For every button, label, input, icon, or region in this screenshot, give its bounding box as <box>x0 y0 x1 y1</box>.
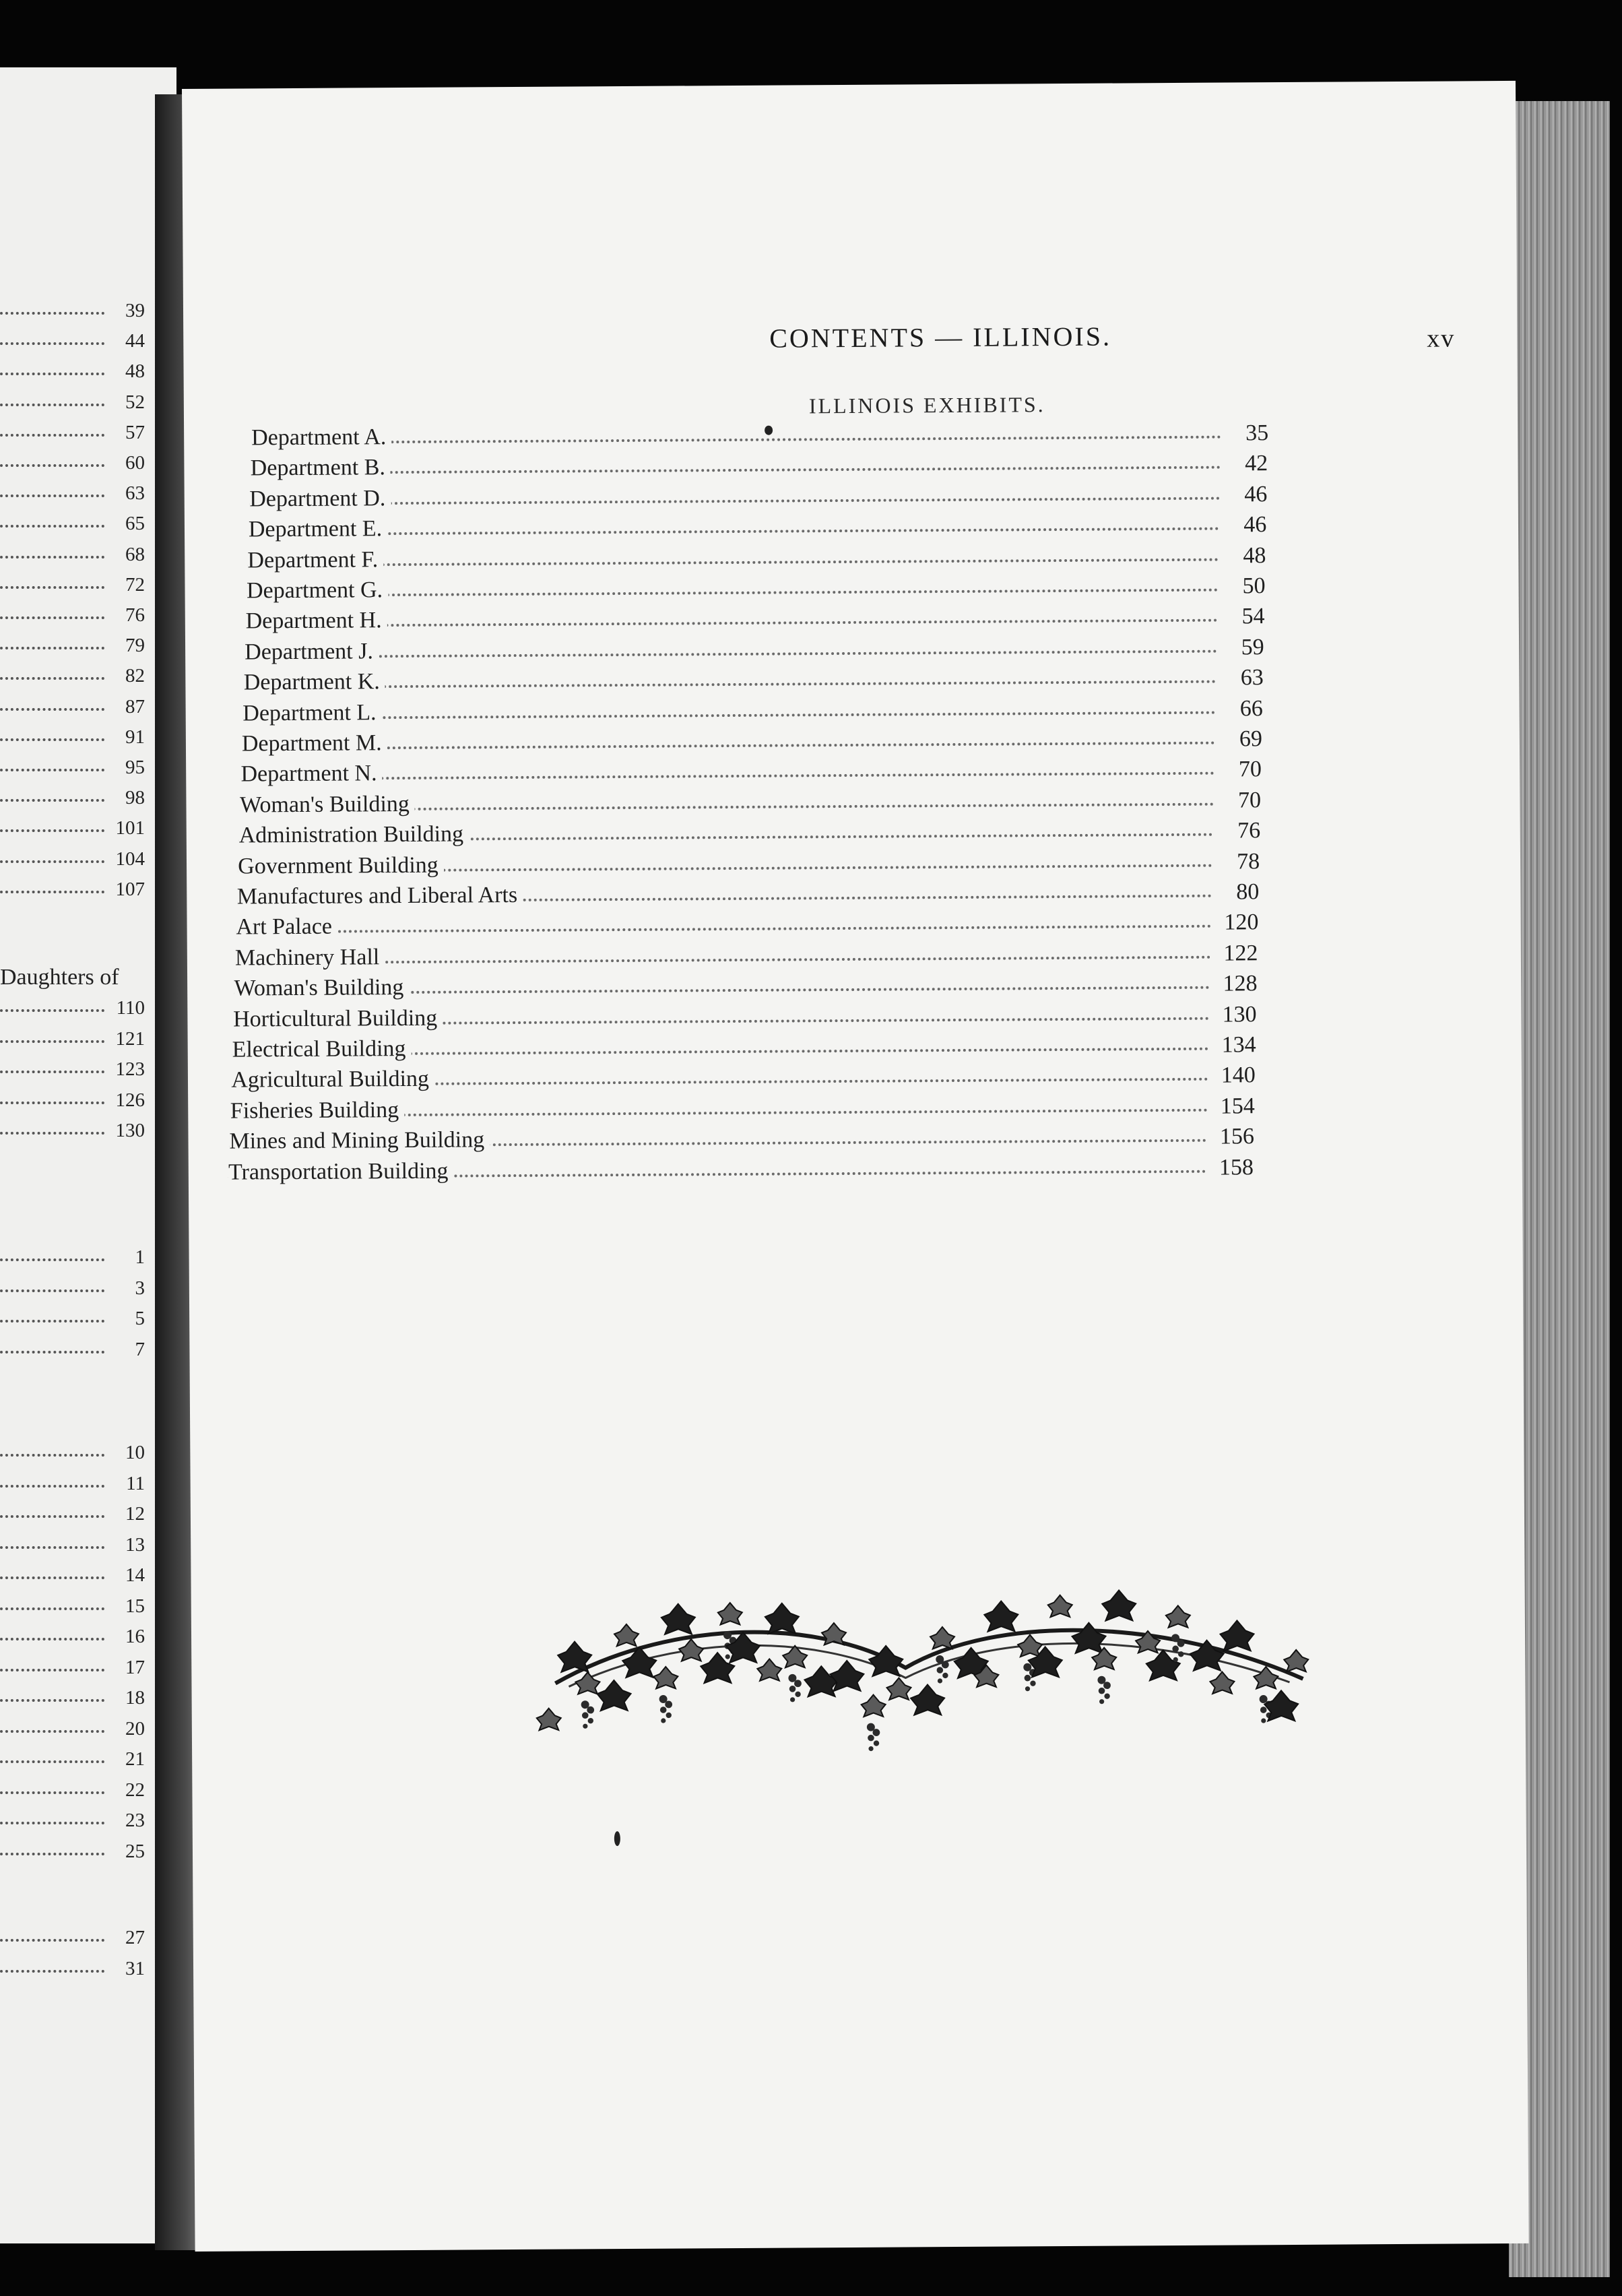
left-page-number: 87 <box>125 695 145 718</box>
grape-bunch <box>795 1692 800 1697</box>
left-page-number: 65 <box>125 513 145 535</box>
left-page-entry <box>0 1308 145 1336</box>
leader-dots <box>0 1485 104 1488</box>
page-header <box>183 318 1517 366</box>
left-page-number: 107 <box>115 878 145 900</box>
left-page-number: 23 <box>125 1810 145 1831</box>
leader-dots <box>0 1853 104 1855</box>
leader-dots <box>245 649 1216 658</box>
leader-dots <box>242 711 1215 720</box>
grape-leaf <box>1264 1690 1298 1721</box>
left-page-entry <box>0 1718 145 1746</box>
grape-bunch <box>666 1713 672 1718</box>
grape-leaf <box>537 1709 561 1731</box>
toc-entry-label: Department E. <box>249 516 387 542</box>
leader-dots <box>0 525 104 528</box>
toc-entry-label: Transportation Building <box>228 1158 454 1185</box>
leader-dots <box>0 1132 104 1135</box>
toc-entry <box>233 1000 1257 1036</box>
left-page-number: 76 <box>125 604 145 626</box>
grape-bunch <box>790 1697 795 1702</box>
grape-leaf <box>886 1678 911 1700</box>
toc-entry-label: Mines and Mining Building <box>229 1127 490 1154</box>
grape-bunch <box>872 1729 880 1736</box>
left-page-number: 5 <box>135 1308 145 1329</box>
toc-entry-label: Fisheries Building <box>230 1097 405 1124</box>
toc-entry-label: Department M. <box>242 730 387 757</box>
toc-entry <box>244 664 1264 699</box>
leader-dots <box>251 466 1221 475</box>
toc-entry-label: Department D. <box>249 486 391 512</box>
leader-dots <box>0 1760 104 1763</box>
toc-entry-page: 156 <box>1219 1124 1255 1149</box>
left-page-number: 104 <box>115 848 145 870</box>
grape-bunch <box>1103 1682 1111 1689</box>
grape-leaf <box>726 1632 760 1663</box>
left-page-entry <box>0 391 145 420</box>
leader-dots <box>0 1040 104 1043</box>
left-page-fragment <box>0 67 176 2243</box>
page-number: xv <box>1427 324 1456 353</box>
toc-entry <box>237 878 1260 914</box>
leader-dots <box>0 1289 104 1292</box>
leader-dots <box>0 464 104 467</box>
grape-leaf <box>1072 1623 1105 1653</box>
grape-bunch <box>1172 1646 1179 1653</box>
leader-dots <box>0 404 104 406</box>
left-page-entry <box>0 1120 145 1148</box>
grape-leaf <box>869 1646 903 1676</box>
ink-speck <box>765 426 773 435</box>
toc-entry <box>234 969 1257 1005</box>
left-page-entry <box>0 1779 145 1808</box>
left-page-number: 48 <box>125 360 145 383</box>
grape-bunch <box>660 1707 667 1713</box>
leader-dots <box>0 616 104 619</box>
leader-dots <box>0 769 104 771</box>
grape-leaf <box>911 1684 944 1715</box>
left-page-number: 110 <box>116 997 145 1019</box>
left-page-number: 79 <box>125 635 145 657</box>
toc-entry-page: 120 <box>1224 910 1259 935</box>
left-page-entry <box>0 1595 145 1624</box>
toc-entry <box>246 603 1265 639</box>
left-page-number: 3 <box>135 1277 145 1299</box>
left-page-entry <box>0 665 145 693</box>
left-page-number: 11 <box>126 1472 145 1494</box>
grapevine-garland-ornament <box>527 1564 1330 1805</box>
grape-bunch <box>938 1678 942 1683</box>
grape-bunch <box>1260 1707 1267 1713</box>
toc-entry-page: 46 <box>1244 481 1268 507</box>
toc-entry-page: 42 <box>1245 451 1268 476</box>
toc-entry <box>242 695 1263 730</box>
toc-entry-page: 80 <box>1236 879 1260 905</box>
toc-entry-page: 140 <box>1221 1062 1256 1088</box>
left-page-entry <box>0 817 145 846</box>
grape-leaf <box>757 1659 781 1681</box>
leader-dots <box>236 925 1211 934</box>
toc-entry-label: Department B. <box>251 455 391 482</box>
toc-entry <box>249 511 1267 546</box>
grape-leaf <box>930 1627 954 1649</box>
grape-bunch <box>789 1686 796 1692</box>
left-page-number: 98 <box>125 787 145 809</box>
left-page-entry <box>0 300 145 328</box>
grape-bunch <box>582 1712 589 1719</box>
left-page-entry <box>0 422 145 450</box>
toc-entry <box>240 756 1262 792</box>
grape-bunch <box>583 1724 587 1729</box>
left-page-entry <box>0 757 145 785</box>
left-page-number: 91 <box>125 726 145 748</box>
leader-dots <box>247 589 1218 598</box>
grape-bunch <box>1025 1675 1031 1682</box>
left-page-entry <box>0 997 145 1025</box>
left-page-entry <box>0 1958 145 1986</box>
grape-bunch <box>874 1740 879 1746</box>
toc-entry-page: 54 <box>1241 604 1265 629</box>
left-page-number: 31 <box>125 1957 145 1979</box>
toc-entry <box>232 1031 1256 1066</box>
toc-entry-label: Department L. <box>242 700 381 726</box>
left-page-number: 7 <box>135 1338 145 1360</box>
toc-entry <box>235 939 1258 975</box>
left-page-entry <box>0 513 145 541</box>
toc-entry-label: Art Palace <box>236 914 337 940</box>
toc-entry-page: 35 <box>1245 420 1269 446</box>
leader-dots <box>0 1102 104 1104</box>
leader-dots <box>0 1939 104 1942</box>
left-page-entry <box>0 482 145 511</box>
toc-entry-page: 154 <box>1220 1093 1255 1119</box>
left-page-entry <box>0 452 145 480</box>
right-page <box>182 81 1529 2252</box>
toc-entry-label: Department A. <box>251 424 391 451</box>
toc-entry-label: Department N. <box>240 761 382 788</box>
grape-leaf <box>1254 1667 1278 1689</box>
grape-bunch <box>1178 1651 1183 1657</box>
toc-entry <box>245 633 1264 669</box>
grape-bunch <box>1099 1688 1105 1694</box>
leader-dots <box>0 1546 104 1549</box>
left-page-number: 20 <box>125 1717 145 1740</box>
leader-dots <box>0 1576 104 1579</box>
toc-entry <box>238 848 1260 883</box>
left-page-number: 27 <box>125 1927 145 1948</box>
leader-dots <box>0 677 104 680</box>
toc-entry <box>251 450 1268 486</box>
left-page-entry <box>0 726 145 755</box>
left-page-number: 25 <box>125 1840 145 1862</box>
toc-entry-page: 78 <box>1237 848 1260 874</box>
toc-entry-label: Machinery Hall <box>235 945 385 971</box>
leader-dots <box>0 1822 104 1824</box>
leader-dots <box>0 1009 104 1012</box>
ink-speck <box>614 1831 620 1846</box>
toc-entry-label: Department F. <box>247 547 383 573</box>
left-page-entry <box>0 848 145 876</box>
leader-dots <box>0 799 104 802</box>
left-page-entry <box>0 1927 145 1955</box>
leader-dots <box>247 558 1219 567</box>
grape-leaf <box>661 1604 695 1634</box>
left-page-number: 13 <box>125 1533 145 1556</box>
left-page-number: 22 <box>125 1779 145 1801</box>
grape-bunch <box>1030 1680 1035 1686</box>
toc-entry <box>229 1122 1254 1158</box>
left-page-number: 95 <box>125 757 145 778</box>
grape-leaf <box>1210 1671 1234 1694</box>
left-page-number: 121 <box>115 1027 145 1050</box>
grape-bunch <box>868 1735 874 1742</box>
left-page-entry <box>0 1564 145 1593</box>
left-page-entry <box>0 1058 145 1087</box>
toc-entry-page: 46 <box>1243 512 1267 538</box>
left-page-entry <box>0 1473 145 1501</box>
left-page-number: 126 <box>115 1089 145 1111</box>
grape-leaf <box>1220 1620 1254 1651</box>
leader-dots <box>0 434 104 437</box>
left-page-number: 82 <box>125 665 145 687</box>
leader-dots <box>241 772 1214 781</box>
toc-entry-label: Department G. <box>247 577 388 604</box>
left-page-entry <box>0 1810 145 1838</box>
left-page-number: 15 <box>125 1595 145 1617</box>
grape-bunch <box>1173 1657 1178 1662</box>
toc-entry-page: 70 <box>1237 788 1262 813</box>
leader-dots <box>0 373 104 375</box>
grape-bunch <box>937 1667 944 1673</box>
toc-entry-page: 122 <box>1223 940 1258 966</box>
grape-leaf <box>1166 1605 1190 1628</box>
leader-dots <box>0 1730 104 1733</box>
leader-dots <box>0 1970 104 1973</box>
toc-entry-label: Woman's Building <box>240 792 415 819</box>
toc-entry <box>239 817 1261 852</box>
grape-leaf <box>1146 1650 1180 1680</box>
toc-entry-page: 59 <box>1241 634 1264 660</box>
left-page-entry <box>0 330 145 358</box>
toc-entry-page: 158 <box>1219 1154 1254 1180</box>
grape-leaf <box>614 1624 639 1647</box>
toc-entry-label: Department J. <box>245 639 379 665</box>
leader-dots <box>0 708 104 711</box>
leader-dots <box>0 495 104 497</box>
left-page-number: 57 <box>125 421 145 443</box>
grape-bunch <box>725 1654 730 1659</box>
toc-entry-page: 70 <box>1238 757 1262 782</box>
left-page-entry <box>0 1626 145 1654</box>
left-page-number: 101 <box>115 817 145 839</box>
grape-bunch <box>1099 1699 1104 1704</box>
toc-entry <box>249 480 1267 516</box>
leader-dots <box>0 1791 104 1794</box>
grape-bunch <box>942 1673 948 1678</box>
left-page-entry <box>0 787 145 815</box>
left-page-entry <box>0 1089 145 1118</box>
leader-dots <box>0 891 104 893</box>
grape-leaf <box>1018 1635 1042 1657</box>
left-page-number: 12 <box>125 1503 145 1525</box>
leader-dots <box>251 436 1221 445</box>
toc-entry-label: Horticultural Building <box>233 1005 443 1032</box>
leader-dots <box>0 1607 104 1610</box>
leader-dots <box>0 1351 104 1353</box>
grape-bunch <box>1261 1718 1266 1723</box>
toc-entry <box>240 786 1261 822</box>
left-page-number: 21 <box>125 1748 145 1770</box>
leader-dots <box>244 680 1216 689</box>
leader-dots <box>0 738 104 741</box>
left-page-entry <box>0 1657 145 1685</box>
section-title: ILLINOIS EXHIBITS. <box>808 392 1045 418</box>
toc-entry-page: 76 <box>1237 818 1261 843</box>
grape-leaf <box>1284 1650 1308 1672</box>
toc-entry <box>251 419 1268 455</box>
left-page-number: 60 <box>125 452 145 474</box>
grape-bunch <box>587 1707 594 1714</box>
toc-entry <box>247 572 1266 608</box>
leader-dots <box>0 829 104 832</box>
left-page-number: 52 <box>125 391 145 413</box>
leader-dots <box>246 619 1218 628</box>
left-page-entry <box>0 1339 145 1367</box>
left-page-entry <box>0 1748 145 1777</box>
grape-leaf <box>765 1603 799 1634</box>
grape-bunch <box>794 1680 802 1687</box>
leader-dots <box>0 312 104 315</box>
leader-dots <box>0 1320 104 1322</box>
toc-entry-page: 134 <box>1221 1032 1256 1058</box>
toc-entry-label: Manufactures and Liberal Arts <box>237 883 523 910</box>
left-page-entry <box>0 1028 145 1056</box>
grape-leaf <box>1102 1590 1136 1620</box>
grape-leaf <box>984 1601 1018 1631</box>
toc-entry-label: Woman's Building <box>234 975 409 1002</box>
left-page-entry <box>0 1841 145 1869</box>
left-page-entry <box>0 696 145 724</box>
left-page-number: 130 <box>115 1120 145 1141</box>
toc-entry-page: 63 <box>1240 665 1264 691</box>
toc-entry-page: 128 <box>1223 971 1258 996</box>
left-page-number: 72 <box>125 573 145 596</box>
left-page-number: 63 <box>125 482 145 505</box>
toc-entry-label: Government Building <box>238 852 444 879</box>
grape-bunch <box>665 1701 672 1709</box>
toc-entry-label: Administration Building <box>239 822 469 849</box>
toc-entry <box>231 1062 1256 1097</box>
left-page-entry <box>0 1687 145 1715</box>
leader-dots <box>0 342 104 345</box>
left-page-entry <box>0 544 145 572</box>
leader-dots <box>0 1071 104 1073</box>
left-page-entry <box>0 1503 145 1531</box>
left-page-entry <box>0 879 145 907</box>
leader-dots <box>249 528 1219 536</box>
toc-entry <box>242 725 1262 761</box>
toc-entry-label: Department K. <box>244 669 385 695</box>
left-page-number: 44 <box>125 330 145 352</box>
toc-entry-label: Electrical Building <box>232 1036 412 1063</box>
left-page-number: 10 <box>125 1442 145 1463</box>
left-page-contents <box>0 67 176 2243</box>
grape-bunch <box>588 1718 593 1723</box>
left-page-entry <box>0 574 145 602</box>
grape-leaf <box>597 1680 630 1711</box>
grape-leaf <box>804 1666 838 1696</box>
leader-dots <box>0 1515 104 1518</box>
leader-dots <box>0 556 104 559</box>
left-page-number: 18 <box>125 1687 145 1709</box>
toc-entry <box>230 1092 1255 1128</box>
left-page-number: 39 <box>125 300 145 321</box>
left-page-number: 1 <box>135 1246 145 1268</box>
toc-entry-page: 69 <box>1239 726 1263 752</box>
grape-leaf <box>653 1667 678 1689</box>
leader-dots <box>0 860 104 863</box>
left-page-number: 14 <box>125 1564 145 1586</box>
grape-bunch <box>661 1718 666 1723</box>
grape-leaf <box>830 1661 864 1691</box>
grape-leaf <box>718 1603 742 1625</box>
leader-dots <box>0 1669 104 1671</box>
grape-bunch <box>942 1661 949 1669</box>
leader-dots <box>242 742 1215 751</box>
leader-dots <box>0 1638 104 1640</box>
grape-leaf <box>558 1642 591 1672</box>
left-page-entry <box>0 1442 145 1470</box>
grape-bunch <box>1104 1693 1109 1698</box>
toc-entry-page: 66 <box>1239 695 1263 722</box>
left-page-fragment-text: Daughters of <box>0 965 119 990</box>
grape-bunch <box>1025 1686 1030 1691</box>
running-title: CONTENTS — ILLINOIS. <box>769 321 1112 354</box>
left-page-entry <box>0 635 145 663</box>
left-page-entry <box>0 1246 145 1275</box>
toc-entry <box>228 1153 1254 1189</box>
toc-entry-page: 50 <box>1242 573 1266 599</box>
grape-leaf <box>1048 1595 1072 1618</box>
left-page-number: 16 <box>125 1626 145 1647</box>
grape-leaf <box>862 1694 886 1717</box>
left-page-entry <box>0 1277 145 1306</box>
toc-entry-label: Agricultural Building <box>231 1066 434 1093</box>
left-page-number: 17 <box>125 1656 145 1678</box>
toc-entry-label: Department H. <box>246 608 387 635</box>
left-page-number: 68 <box>125 543 145 565</box>
grape-leaf <box>822 1623 846 1645</box>
leader-dots <box>0 1258 104 1261</box>
left-page-number: 123 <box>115 1058 145 1080</box>
toc-entry <box>236 909 1258 945</box>
toc-entry-page: 130 <box>1222 1001 1257 1027</box>
toc-entry-page: 48 <box>1243 542 1266 568</box>
leader-dots <box>249 497 1220 505</box>
leader-dots <box>0 1699 104 1702</box>
grape-leaf <box>679 1639 703 1661</box>
leader-dots <box>0 647 104 649</box>
grape-bunch <box>1177 1640 1185 1647</box>
leader-dots <box>0 586 104 589</box>
grape-bunch <box>868 1746 873 1751</box>
left-page-entry <box>0 1534 145 1562</box>
toc-entry <box>247 542 1266 577</box>
left-page-entry <box>0 360 145 389</box>
leader-dots <box>0 1454 104 1457</box>
left-page-entry <box>0 604 145 633</box>
